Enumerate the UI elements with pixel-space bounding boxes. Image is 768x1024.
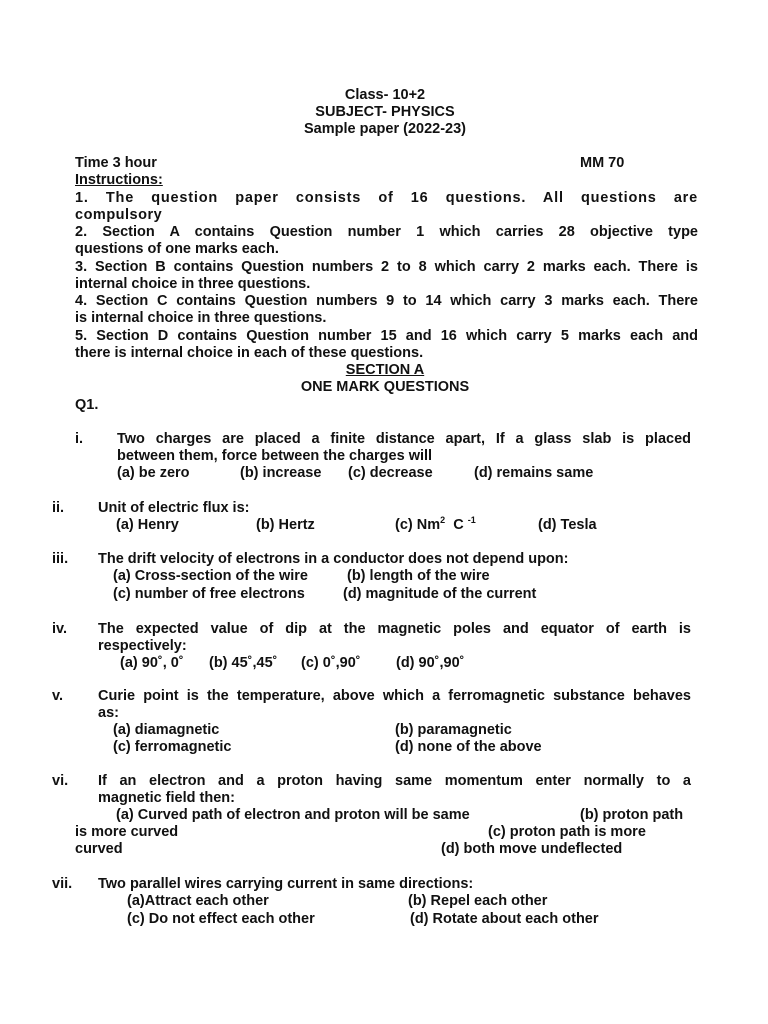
option-d: (d) both move undeflected (441, 841, 623, 857)
question-text: The expected value of dip at the magnetic poles and equator of earth is (98, 621, 691, 637)
question-text: as: (98, 705, 119, 721)
question-number: iii. (52, 551, 69, 567)
question-text: between them, force between the charges will (117, 448, 433, 464)
option-b: (b) Hertz (256, 517, 315, 533)
option-c: (c) number of free electrons (113, 586, 305, 602)
option-a: (a) 90˚, 0˚ (120, 655, 184, 671)
question-group-label: Q1. (75, 397, 99, 413)
option-b-end: is more curved (75, 824, 179, 840)
option-b: (b) increase (240, 465, 322, 481)
option-d: (d) none of the above (395, 739, 542, 755)
question-text: The drift velocity of electrons in a conductor does not depend upon: (98, 551, 569, 567)
section-subtitle: ONE MARK QUESTIONS (300, 379, 470, 395)
option-c: (c) 0˚,90˚ (301, 655, 361, 671)
class-line: Class- 10+2 (344, 87, 426, 103)
instruction-3-line-1: 3. Section B contains Question numbers 2 to 8 which carry 2 marks each. There is (75, 259, 698, 275)
subject-line: SUBJECT- PHYSICS (315, 104, 455, 120)
option-d: (d) Rotate about each other (410, 911, 599, 927)
option-a: (a) Henry (116, 517, 179, 533)
paper-title: Sample paper (2022-23) (304, 121, 466, 137)
question-text: Two parallel wires carrying current in same directions: (98, 876, 474, 892)
question-number: vii. (52, 876, 73, 892)
option-b-start: (b) proton path (580, 807, 684, 823)
option-b: (b) length of the wire (347, 568, 490, 584)
instruction-4-line-1: 4. Section C contains Question numbers 9 to 14 which carry 3 marks each. There (75, 293, 698, 309)
question-text: Curie point is the temperature, above which a ferromagnetic substance behaves (98, 688, 691, 704)
option-a: (a) Cross-section of the wire (113, 568, 308, 584)
question-number: v. (52, 688, 64, 704)
option-c-unit-superscript: -1 (467, 515, 476, 525)
instruction-3-line-2: internal choice in three questions. (75, 276, 311, 292)
option-b: (b) 45˚,45˚ (209, 655, 278, 671)
question-text: magnetic field then: (98, 790, 235, 806)
question-number: ii. (52, 500, 65, 516)
option-a: (a) be zero (117, 465, 190, 481)
question-text: Unit of electric flux is: (98, 500, 250, 516)
question-number: i. (75, 431, 84, 447)
option-d: (d) Tesla (538, 517, 597, 533)
option-d: (d) magnitude of the current (343, 586, 537, 602)
option-a: (a)Attract each other (127, 893, 269, 909)
option-c: (c) decrease (348, 465, 433, 481)
instruction-2-line-2: questions of one marks each. (75, 241, 279, 257)
instruction-1-line-1: 1. The question paper consists of 16 questions. All questions are (75, 190, 698, 206)
option-c-end: curved (75, 841, 123, 857)
instruction-4-line-2: is internal choice in three questions. (75, 310, 327, 326)
option-c: (c) Do not effect each other (127, 911, 315, 927)
option-c-unit: C (453, 517, 464, 533)
option-c (395, 517, 476, 534)
option-c-start: (c) proton path is more (488, 824, 646, 840)
option-c-superscript: 2 (440, 515, 446, 525)
question-text: respectively: (98, 638, 187, 654)
option-b: (b) Repel each other (408, 893, 548, 909)
instruction-5-line-2: there is internal choice in each of these questions. (75, 345, 424, 361)
option-b: (b) paramagnetic (395, 722, 512, 738)
question-text: Two charges are placed a finite distance apart, If a glass slab is placed (117, 431, 691, 447)
instruction-2-line-1: 2. Section A contains Question number 1 which carries 28 objective type (75, 224, 698, 240)
option-d: (d) 90˚,90˚ (396, 655, 465, 671)
time-label: Time 3 hour (75, 155, 157, 171)
option-a: (a) Curved path of electron and proton will be same (116, 807, 470, 823)
max-marks-label: MM 70 (580, 155, 625, 171)
option-d: (d) remains same (474, 465, 594, 481)
option-c: (c) ferromagnetic (113, 739, 232, 755)
question-text: If an electron and a proton having same momentum enter normally to a (98, 773, 691, 789)
instruction-1-line-2: compulsory (75, 207, 163, 223)
option-a: (a) diamagnetic (113, 722, 220, 738)
question-number: vi. (52, 773, 69, 789)
instructions-heading: Instructions: (75, 172, 163, 188)
section-title: SECTION A (345, 362, 425, 378)
question-number: iv. (52, 621, 68, 637)
option-c-base: (c) Nm (395, 517, 441, 533)
instruction-5-line-1: 5. Section D contains Question number 15 and 16 which carry 5 marks each and (75, 328, 698, 344)
